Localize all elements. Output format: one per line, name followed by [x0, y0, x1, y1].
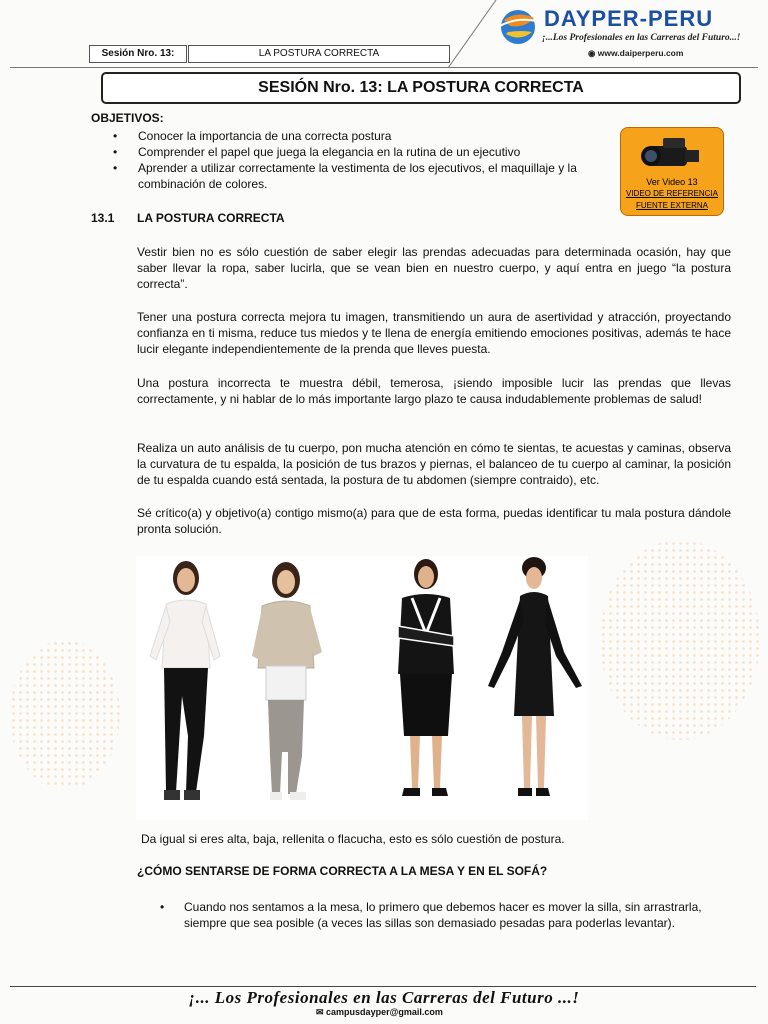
objectives-heading: OBJETIVOS:	[91, 111, 164, 125]
brand-name: DAYPER-PERU	[544, 6, 714, 31]
decorative-dots	[600, 540, 760, 740]
list-item-text: Cuando nos sentamos a la mesa, lo primero que debemos hacer es mover la silla, sin arrastrarla, siempre que sea posible (a veces las sillas son demasiado pesadas para poderlas levantar).	[184, 900, 702, 930]
decorative-dots	[10, 640, 120, 790]
video-source[interactable]: FUENTE EXTERNA	[635, 201, 708, 210]
list-item	[160, 899, 735, 931]
posture-photo	[136, 556, 588, 820]
list-item: • Aprender a utilizar correctamente la vestimenta de los ejecutivos, el maquillaje y la combinación de colores.	[113, 160, 613, 192]
header-slogan: ¡...Los Profesionales en las Carreras del Futuro...!	[542, 33, 741, 43]
figure-1	[150, 561, 220, 800]
figure-3	[398, 559, 454, 796]
web-icon: ◉	[588, 48, 598, 58]
globe-icon	[496, 6, 542, 48]
video-link[interactable]: VIDEO DE REFERENCIA	[625, 189, 718, 198]
email-text: campusdayper@gmail.com	[326, 1007, 443, 1017]
footer-email[interactable]	[316, 1007, 443, 1018]
mail-icon: ✉	[316, 1007, 327, 1017]
section-heading	[91, 211, 285, 225]
section-number: 13.1	[91, 211, 115, 225]
photo-caption: Da igual si eres alta, baja, rellenita o flacucha, esto es sólo cuestión de postura.	[141, 832, 565, 846]
header-rule	[10, 67, 758, 68]
session-title: LA POSTURA CORRECTA	[188, 45, 450, 63]
paragraph: Tener una postura correcta mejora tu imagen, transmitiendo un aura de asertividad y atracción, proyectando confianza en ti misma, reduce tus miedos y te llena de energía emitiendo emociones positivas, además te hace lucir elegante independientemente de la prenda que lleves puesta.	[137, 310, 731, 357]
question-heading: ¿CÓMO SENTARSE DE FORMA CORRECTA A LA MESA Y EN EL SOFÁ?	[137, 864, 548, 878]
page-title: SESIÓN Nro. 13: LA POSTURA CORRECTA	[101, 72, 741, 104]
figure-2	[252, 562, 322, 800]
footer-slogan: ¡... Los Profesionales en las Carreras del Futuro ...!	[188, 988, 580, 1007]
dayper-logo	[496, 4, 758, 64]
video-camera-icon	[637, 132, 707, 176]
figure-4	[488, 557, 582, 796]
section-title: LA POSTURA CORRECTA	[137, 211, 285, 225]
bullet-icon: •	[160, 900, 165, 914]
paragraph: Sé crítico(a) y objetivo(a) contigo mismo(a) para que de esta forma, puedas identificar tu mala postura dándole pronta solución.	[137, 506, 731, 537]
paragraph: Vestir bien no es sólo cuestión de saber elegir las prendas adecuadas para determinada ocasión, hay que saber llevar la ropa, saber lucirla, que se vean bien en nuestro cuerpo, y aquí entra en juego “la postura correcta”.	[137, 245, 731, 292]
paragraph: Realiza un auto análisis de tu cuerpo, pon mucha atención en cómo te sientas, te acuestas y caminas, observa la curvatura de tu espalda, la posición de tus brazos y piernas, el balanceo de tu cuerpo al caminar, la posición de tu espalda cuando está sentada, la postura de tu abdomen (siempre contraido), etc.	[137, 441, 731, 488]
list-item: • Comprender el papel que juega la elegancia en la rutina de un ejecutivo	[113, 144, 613, 160]
footer-rule	[10, 986, 756, 987]
video-reference-button[interactable]	[620, 127, 724, 216]
website-text: www.daiperperu.com	[597, 48, 684, 58]
video-label: Ver Video 13	[646, 177, 698, 187]
website-link[interactable]	[588, 48, 683, 59]
objectives-list	[113, 128, 613, 192]
women-posture-illustration	[136, 556, 588, 820]
paragraph: Una postura incorrecta te muestra débil, temerosa, ¡siendo imposible lucir las prendas que llevas correctamente, y ni hablar de lo más importante largo plazo te causa indudablemente problemas de salud!	[137, 376, 731, 407]
list-item: • Conocer la importancia de una correcta postura	[113, 128, 613, 144]
session-label: Sesión Nro. 13:	[89, 45, 187, 63]
